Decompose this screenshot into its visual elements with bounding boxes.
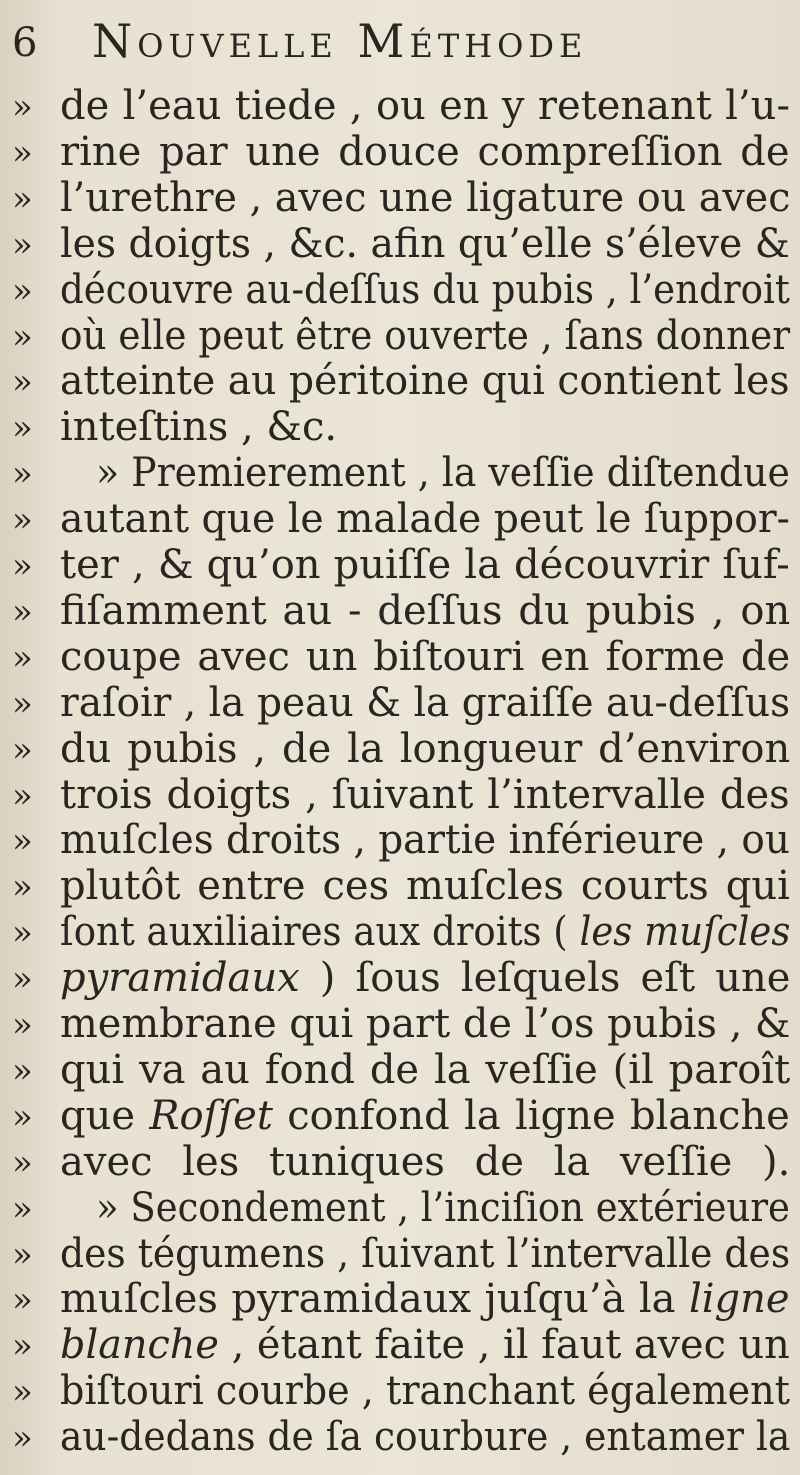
text-line	[96, 450, 790, 497]
italic-text: Roſſet	[149, 1092, 273, 1139]
text-line	[60, 1368, 790, 1415]
text-line	[60, 1046, 791, 1093]
text-line	[60, 128, 790, 175]
text-segment: confond la ligne blanche	[272, 1092, 790, 1139]
text-segment: trois doigts , ſuivant l’intervalle des	[60, 771, 790, 818]
running-head: Nouvelle Méthode	[92, 14, 588, 68]
text-line	[60, 817, 790, 864]
text-segment: biſtouri courbe , tranchant également	[60, 1368, 790, 1415]
text-segment: plutôt entre ces muſcles courts qui	[60, 863, 790, 910]
text-line	[60, 587, 791, 634]
quote-mark: »	[12, 316, 33, 357]
text-segment: membrane qui part de l’os pubis , &	[60, 1001, 791, 1047]
text-line	[60, 496, 790, 543]
text-line	[60, 679, 791, 726]
text-segment: que	[60, 1092, 150, 1139]
quote-mark-column	[0, 0, 44, 1475]
page-number: 6	[12, 20, 38, 66]
text-segment: , étant faite , il faut avec un	[218, 1322, 790, 1369]
text-segment: ter , & qu’on puiſſe la découvrir ſuf-	[60, 542, 790, 588]
quote-mark: »	[12, 867, 33, 908]
text-segment: découvre au-deſſus du pubis , l’endroit	[60, 266, 790, 313]
text-line	[60, 1230, 791, 1277]
quote-mark: »	[12, 683, 33, 724]
text-line	[60, 404, 338, 451]
text-line	[60, 1138, 791, 1185]
quote-mark: »	[12, 1418, 33, 1459]
text-line	[60, 725, 791, 772]
quote-mark: »	[12, 224, 33, 265]
text-segment: ) ſous leſquels eſt une	[299, 955, 791, 1002]
text-line	[60, 1092, 790, 1139]
text-line	[60, 633, 791, 680]
text-line	[60, 771, 790, 818]
text-segment: l’urethre , avec une ligature ou avec	[60, 174, 791, 221]
quote-mark: »	[12, 178, 33, 219]
quote-mark: »	[12, 270, 33, 311]
text-line	[60, 1276, 790, 1323]
quote-mark: »	[12, 87, 33, 127]
text-line	[60, 542, 790, 588]
text-segment: des tégumens , ſuivant l’intervalle des	[60, 1230, 791, 1277]
text-segment: coupe avec un biſtouri en forme de	[60, 633, 791, 680]
text-line	[60, 909, 791, 956]
text-segment: où elle peut être ouverte , ſans donner	[60, 312, 791, 359]
quote-mark: »	[12, 637, 33, 678]
text-segment: fiſamment au - deſſus du pubis , on	[60, 587, 791, 634]
text-line	[60, 83, 790, 129]
text-segment: ſont auxiliaires aux droits (	[60, 909, 580, 956]
text-segment: du pubis , de la longueur d’environ	[60, 725, 791, 772]
text-line	[60, 174, 791, 221]
text-segment: muſcles pyramidaux juſqu’à la	[60, 1276, 689, 1323]
text-segment: raſoir , la peau & la graiſſe au-deſſus	[60, 679, 791, 726]
text-line	[60, 1322, 790, 1369]
quote-mark: »	[12, 1050, 33, 1091]
text-line	[60, 312, 791, 359]
text-segment: les doigts , &c. afin qu’elle s’éleve &	[60, 220, 790, 267]
text-line	[60, 1001, 791, 1047]
text-segment: muſcles droits , partie inférieure , ou	[60, 817, 790, 864]
quote-mark: »	[12, 408, 33, 449]
quote-mark: »	[12, 546, 33, 586]
text-line	[60, 1414, 791, 1461]
quote-mark: »	[12, 1142, 33, 1183]
quote-mark: »	[12, 1372, 33, 1413]
text-segment: inteſtins , &c.	[60, 404, 338, 451]
quote-mark: »	[12, 132, 33, 173]
text-segment: » Secondement , l’inciſion extérieure	[96, 1184, 790, 1231]
italic-text: pyramidaux	[60, 955, 300, 1002]
text-line	[60, 955, 791, 1002]
text-line	[96, 1184, 790, 1231]
italic-text: les muſcles	[579, 909, 791, 956]
italic-text: blanche	[60, 1322, 219, 1369]
quote-mark: »	[12, 913, 33, 954]
text-segment: au-dedans de ſa courbure , entamer la	[60, 1414, 791, 1461]
quote-mark: »	[12, 500, 33, 541]
text-line	[60, 266, 790, 313]
text-segment: rine par une douce compreſſion de	[60, 128, 790, 175]
quote-mark: »	[12, 1096, 33, 1137]
quote-mark: »	[12, 1280, 33, 1321]
quote-mark: »	[12, 775, 33, 816]
quote-mark: »	[12, 591, 33, 632]
quote-mark: »	[12, 729, 33, 770]
text-line	[60, 358, 790, 405]
quote-mark: »	[12, 1188, 33, 1229]
quote-mark: »	[12, 454, 33, 495]
quote-mark: »	[12, 821, 33, 862]
italic-text: ligne	[688, 1276, 790, 1323]
text-segment: avec les tuniques de la veſſie ).	[60, 1138, 791, 1185]
text-line	[60, 863, 790, 910]
text-segment: de l’eau tiede , ou en y retenant l’u-	[60, 83, 790, 129]
quote-mark: »	[12, 1326, 33, 1367]
text-segment: atteinte au péritoine qui contient les	[60, 358, 790, 405]
quote-mark: »	[12, 362, 33, 403]
quote-mark: »	[12, 1234, 33, 1275]
text-segment: qui va au fond de la veſſie (il paroît	[60, 1046, 791, 1093]
text-segment: autant que le malade peut le ſuppor-	[60, 496, 790, 543]
page-header	[0, 14, 800, 74]
text-line	[60, 220, 790, 267]
quote-mark: »	[12, 1005, 33, 1045]
text-segment: » Premierement , la veſſie diſtendue	[96, 450, 790, 497]
quote-mark: »	[12, 959, 33, 1000]
